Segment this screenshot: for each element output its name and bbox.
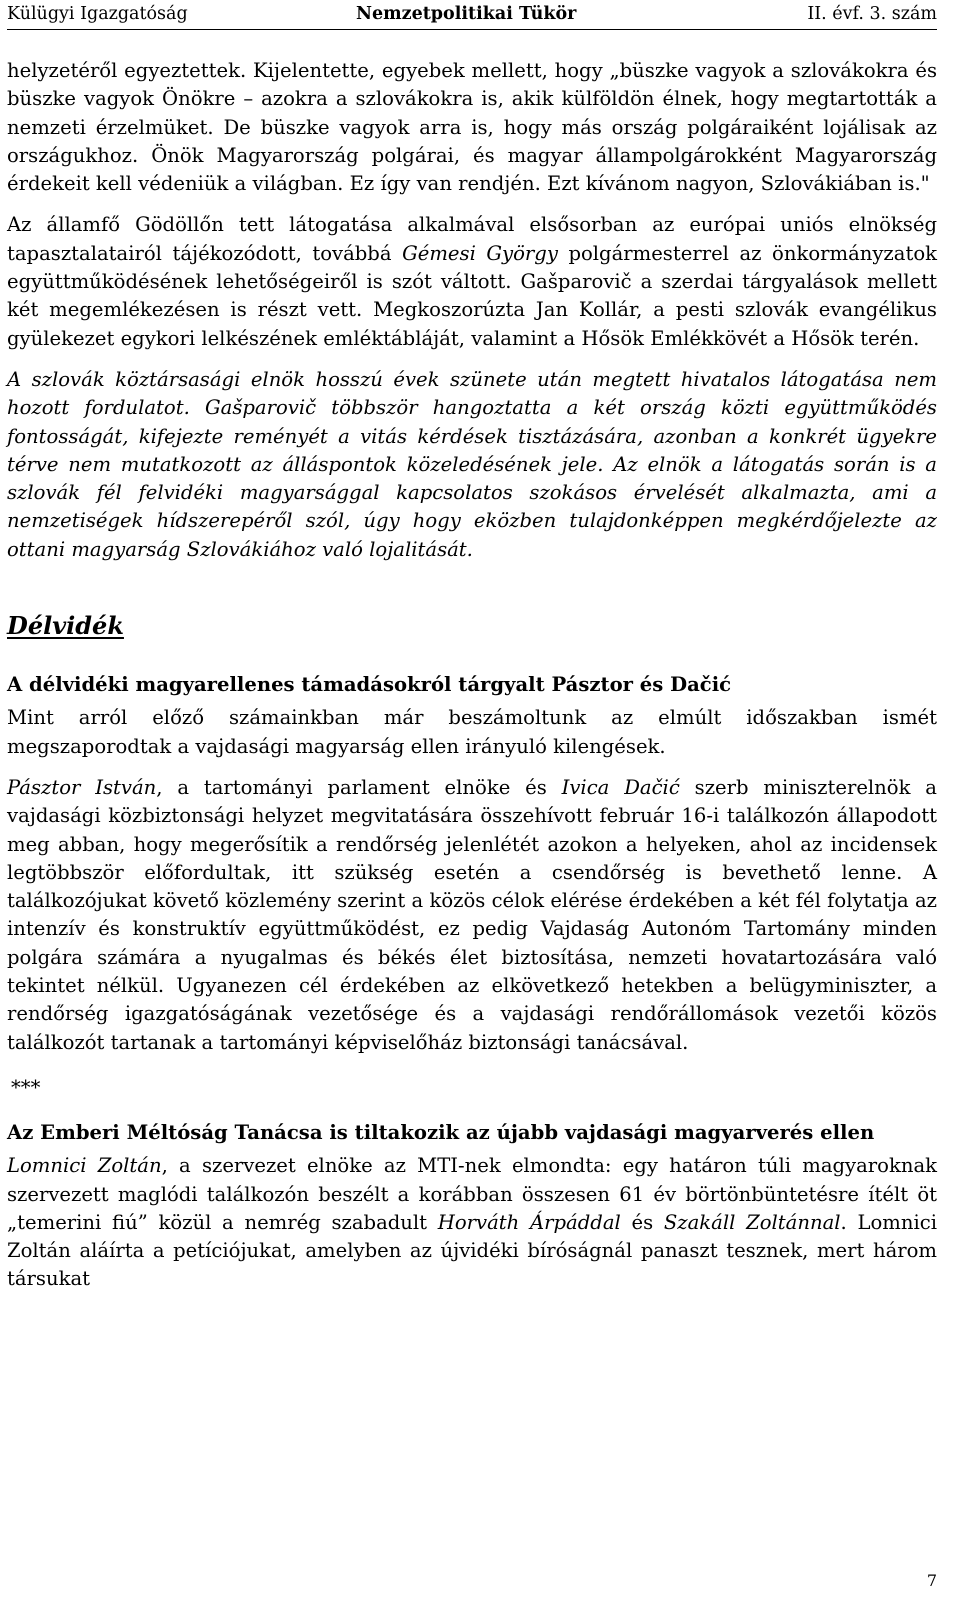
section-separator: ***	[11, 1075, 41, 1099]
paragraph-text: , a tartományi parlament elnöke és	[156, 775, 562, 799]
body-paragraph	[7, 1152, 937, 1293]
article-heading: Az Emberi Méltóság Tanácsa is tiltakozik az újabb vajdasági magyarverés ellen	[7, 1120, 875, 1144]
person-name: Horváth Árpáddal	[437, 1210, 621, 1234]
header-issue-number: II. évf. 3. szám	[807, 4, 937, 24]
header-department: Külügyi Igazgatóság	[7, 4, 188, 24]
section-title: Délvidék	[7, 611, 124, 641]
page-header	[7, 0, 937, 34]
body-paragraph: Mint arról előző számainkban már beszámoltunk az elmúlt időszakban ismét megszaporodtak a vajdasági magyarság ellen irányuló kilengések.	[7, 706, 937, 758]
paragraph-text: polgármesterrel az önkormányzatok együttműködésének lehetőségeiről is szót váltott. Gašparovič a szerdai tárgyalások mellett két megemlékezésen is részt vett. Megkoszorúzta Jan Kollár, a pesti szlovák evangélikus gyülekezet egykori lelkészének emléktábláját, valamint a Hősök Emlékkövét a Hősök terén.	[7, 241, 937, 350]
person-name: Pásztor István	[7, 775, 157, 799]
paragraph-text: . Lomnici Zoltán aláírta a petíciójukat, amelyben az újvidéki bíróságnál panaszt tesznek, mert három társukat	[7, 1210, 937, 1291]
analysis-paragraph: A szlovák köztársasági elnök hosszú évek szünete után megtett hivatalos látogatása nem hozott fordulatot. Gašparovič többször hangoztatta a két ország közti együttműködés fontosságát, kifejezte reményét a vitás kérdések tisztázására, azonban a konkrét ügyekre térve nem mutatkozott az álláspontok közeledésének jele. Az elnök a látogatás során is a szlovák fél felvidéki magyarsággal kapcsolatos szokásos érvelését alkalmazta, ami a nemzetiségek hídszerepéről szól, úgy hogy eközben tulajdonképpen megkérdőjelezte az ottani magyarság Szlovákiához való lojalitását.	[7, 367, 937, 561]
paragraph-text: , a szervezet elnöke az MTI-nek elmondta: egy határon túli magyaroknak szervezett maglódi találkozón beszélt a korábban összesen 61 év börtönbüntetésre ítélt öt „temerini fiú” közül a nemrég szabadult	[7, 1154, 938, 1234]
body-paragraph	[7, 211, 937, 352]
body-paragraph: helyzetéről egyeztettek. Kijelentette, egyebek mellett, hogy „büszke vagyok a szlovákokra és büszke vagyok Önökre – azokra a szlovákokra is, akik külföldön élnek, hogy megtartották a nemzeti érzelmüket. De büszke vagyok arra is, hogy más ország polgáraiként lojálisak az országukhoz. Önök Magyarország polgárai, és magyar állampolgárokként Magyarország érdekeit kell védeniük a világban. Ez így van rendjén. Ezt kívánom nagyon, Szlovákiában is."	[7, 59, 937, 196]
body-paragraph	[7, 774, 937, 1057]
article-heading: A délvidéki magyarellenes támadásokról tárgyalt Pásztor és Dačić	[7, 673, 732, 697]
document-page	[7, 0, 937, 1294]
page-number: 7	[926, 1571, 937, 1590]
person-name: Szakáll Zoltánnal	[663, 1210, 841, 1234]
person-name: Lomnici Zoltán	[7, 1154, 162, 1178]
paragraph-text: szerb miniszterelnök a vajdasági közbiztonsági helyzet megvitatására összehívott február 16-i találkozón állapodott meg abban, hogy megerősítik a rendőrség jelenlétét azokon a helyeken, ahol az incidensek legtöbbször előfordultak, itt szükség esetén a csendőrség is bevethető lenne. A találkozójukat követő közlemény szerint a közös célok elérése érdekében a két fél folytatja az intenzív és konstruktív együttműködést, ez pedig Vajdaság Autonóm Tartomány minden polgára számára a nyugalmas és békés élet biztosítása, nemzeti hovatartozására való tekintet nélkül. Ugyanezen cél érdekében az elkövetkező hetekben a belügyminiszter, a rendőrség igazgatóságának vezetősége és a vajdasági rendőrállomások vezetői közös találkozót tartanak a tartományi képviselőház biztonsági tanácsával.	[7, 775, 937, 1054]
header-publication-title: Nemzetpolitikai Tükör	[356, 4, 577, 24]
person-name: Ivica Dačić	[561, 775, 680, 799]
person-name: Gémesi György	[402, 241, 558, 265]
paragraph-text: és	[620, 1210, 664, 1234]
paragraph-text: Az államfő Gödöllőn tett látogatása alkalmával elsősorban az európai uniós elnökség tapasztalatairól tájékozódott, továbbá	[7, 213, 937, 265]
header-divider	[7, 29, 937, 30]
